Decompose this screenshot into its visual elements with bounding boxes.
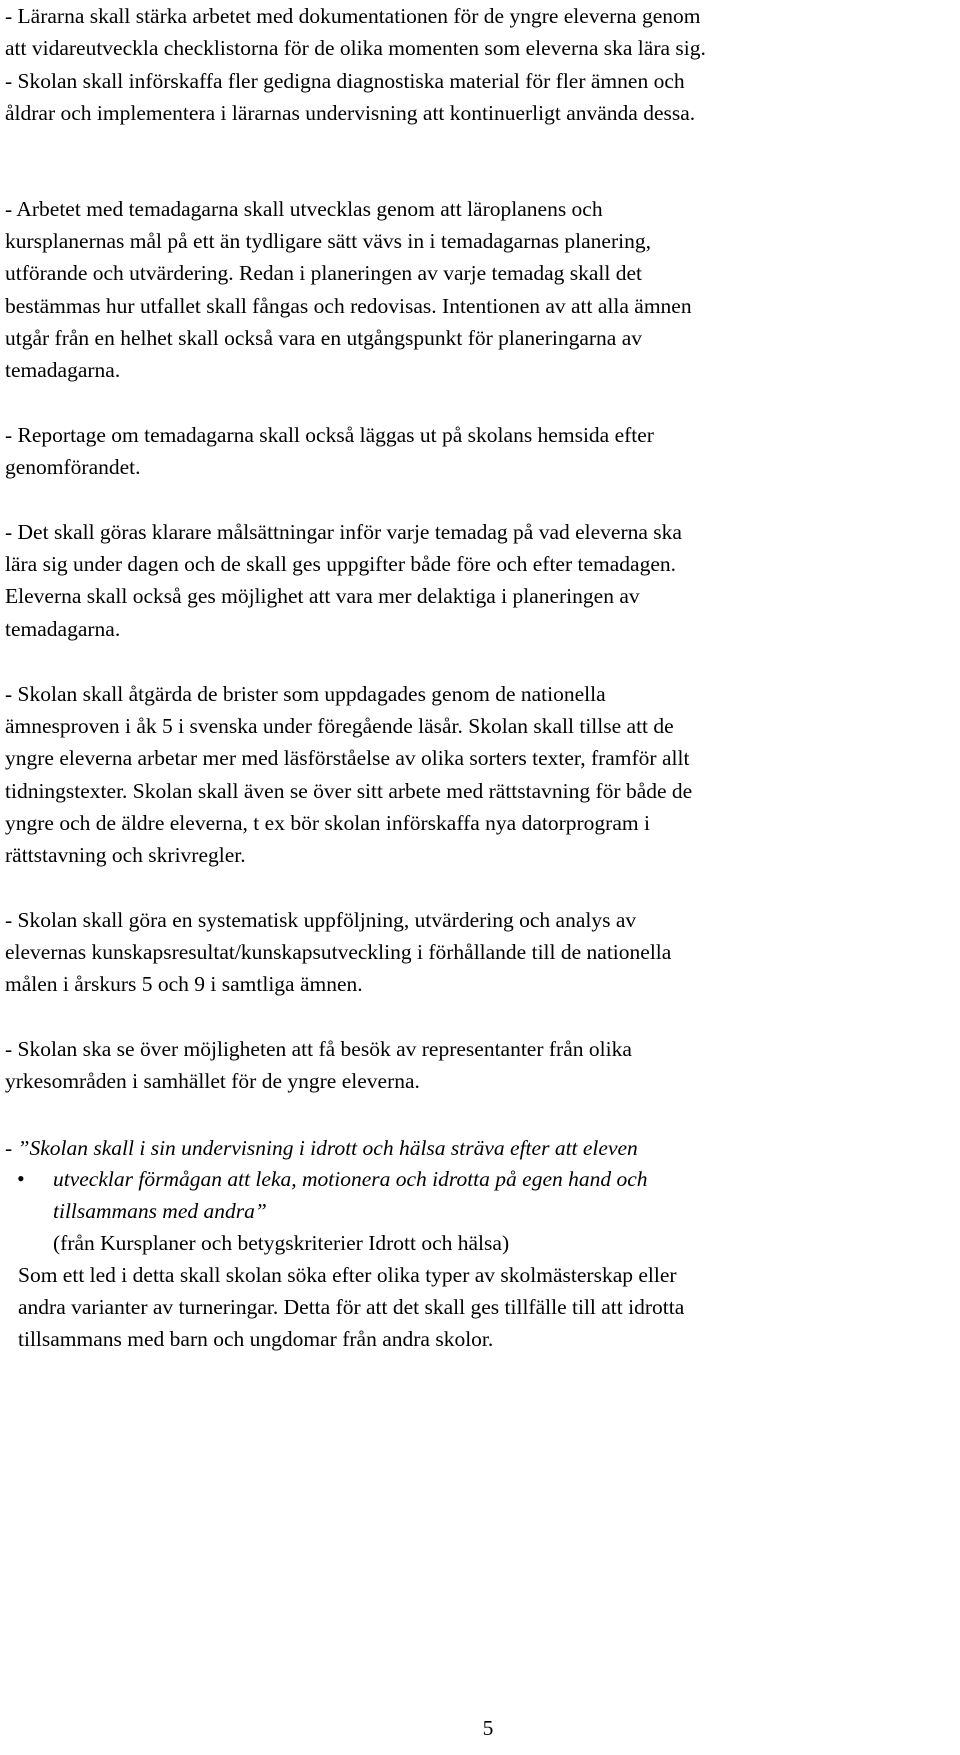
text-line: att vidareutveckla checklistorna för de olika momenten som eleverna ska lära sig. (5, 36, 706, 61)
text-line: tidningstexter. Skolan skall även se över sitt arbete med rättstavning för både de (5, 778, 693, 803)
text-line: - Det skall göras klarare målsättningar inför varje temadag på vad eleverna ska (5, 520, 682, 544)
text-line: genomförandet. (5, 455, 141, 480)
text-line: kursplanernas mål på ett än tydligare sätt vävs in i temadagarnas planering, (5, 229, 651, 254)
bullet-text (53, 1163, 648, 1227)
text-line: - Skolan ska se över möjligheten att få besök av representanter från olika (5, 1037, 632, 1061)
text-line: lära sig under dagen och de skall ges uppgifter både före och efter temadagen. (5, 552, 676, 577)
text-line: - Skolan skall införskaffa fler gedigna diagnostiska material för fler ämnen och (5, 69, 685, 93)
text-line: bestämmas hur utfallet skall fångas och redovisas. Intentionen av att alla ämnen (5, 293, 692, 318)
text-line: Eleverna skall också ges möjlighet att vara mer delaktiga i planeringen av (5, 584, 640, 609)
bullet-icon: • (17, 1166, 25, 1191)
text-line: yngre och de äldre eleverna, t ex bör skolan införskaffa nya datorprogram i (5, 810, 650, 835)
page-number: 5 (482, 1716, 494, 1740)
paragraph-documentation (5, 0, 950, 64)
text-line: tillsammans med barn och ungdomar från andra skolor. (18, 1327, 494, 1352)
text-line: ämnesproven i åk 5 i svenska under föregående läsår. Skolan skall tillse att de (5, 714, 674, 739)
paragraph-diagnostic-material (5, 65, 950, 129)
text-line: tillsammans med andra” (53, 1199, 267, 1224)
paragraph-goals (5, 516, 950, 645)
text-line: Som ett led i detta skall skolan söka efter olika typer av skolmästerskap eller (18, 1263, 677, 1287)
text-line: elevernas kunskapsresultat/kunskapsutveckling i förhållande till de nationella (5, 940, 672, 965)
text-line: - Arbetet med temadagarna skall utvecklas genom att läroplanens och (5, 197, 603, 221)
text-line: - Skolan skall göra en systematisk uppföljning, utvärdering och analys av (5, 908, 637, 932)
text-line: - Skolan skall åtgärda de brister som uppdagades genom de nationella (5, 682, 606, 706)
paragraph-championships (18, 1259, 960, 1356)
paragraph-national-tests (5, 678, 950, 871)
source-reference: (från Kursplaner och betygskriterier Idrott och hälsa) (53, 1231, 510, 1255)
paragraph-theme-days (5, 193, 950, 386)
text-line: målen i årskurs 5 och 9 i samtliga ämnen. (5, 972, 363, 997)
text-line: utgår från en helhet skall också vara en utgångspunkt för planeringarna av (5, 325, 642, 350)
text-line: yngre eleverna arbetar mer med läsförståelse av olika sorters texter, framför allt (5, 746, 690, 771)
text-line: yrkesområden i samhället för de yngre eleverna. (5, 1069, 420, 1094)
paragraph-follow-up (5, 904, 950, 1001)
text-line: - Reportage om temadagarna skall också läggas ut på skolans hemsida efter (5, 423, 654, 447)
text-line: temadagarna. (5, 616, 121, 641)
text-line: rättstavning och skrivregler. (5, 843, 246, 868)
text-line: temadagarna. (5, 358, 121, 383)
text-line: utvecklar förmågan att leka, motionera och idrotta på egen hand och (53, 1167, 648, 1191)
text-line: - Lärarna skall stärka arbetet med dokumentationen för de yngre eleverna genom (5, 4, 701, 28)
text-line: utförande och utvärdering. Redan i planeringen av varje temadag skall det (5, 261, 642, 286)
text-line: andra varianter av turneringar. Detta för att det skall ges tillfälle till att idrotta (18, 1295, 685, 1320)
paragraph-visits (5, 1033, 950, 1097)
quote-intro (5, 1132, 950, 1164)
text-line: - ”Skolan skall i sin undervisning i idrott och hälsa sträva efter att eleven (5, 1136, 638, 1160)
text-line: åldrar och implementera i lärarnas undervisning att kontinuerligt använda dessa. (5, 101, 696, 126)
paragraph-reportage (5, 419, 950, 483)
